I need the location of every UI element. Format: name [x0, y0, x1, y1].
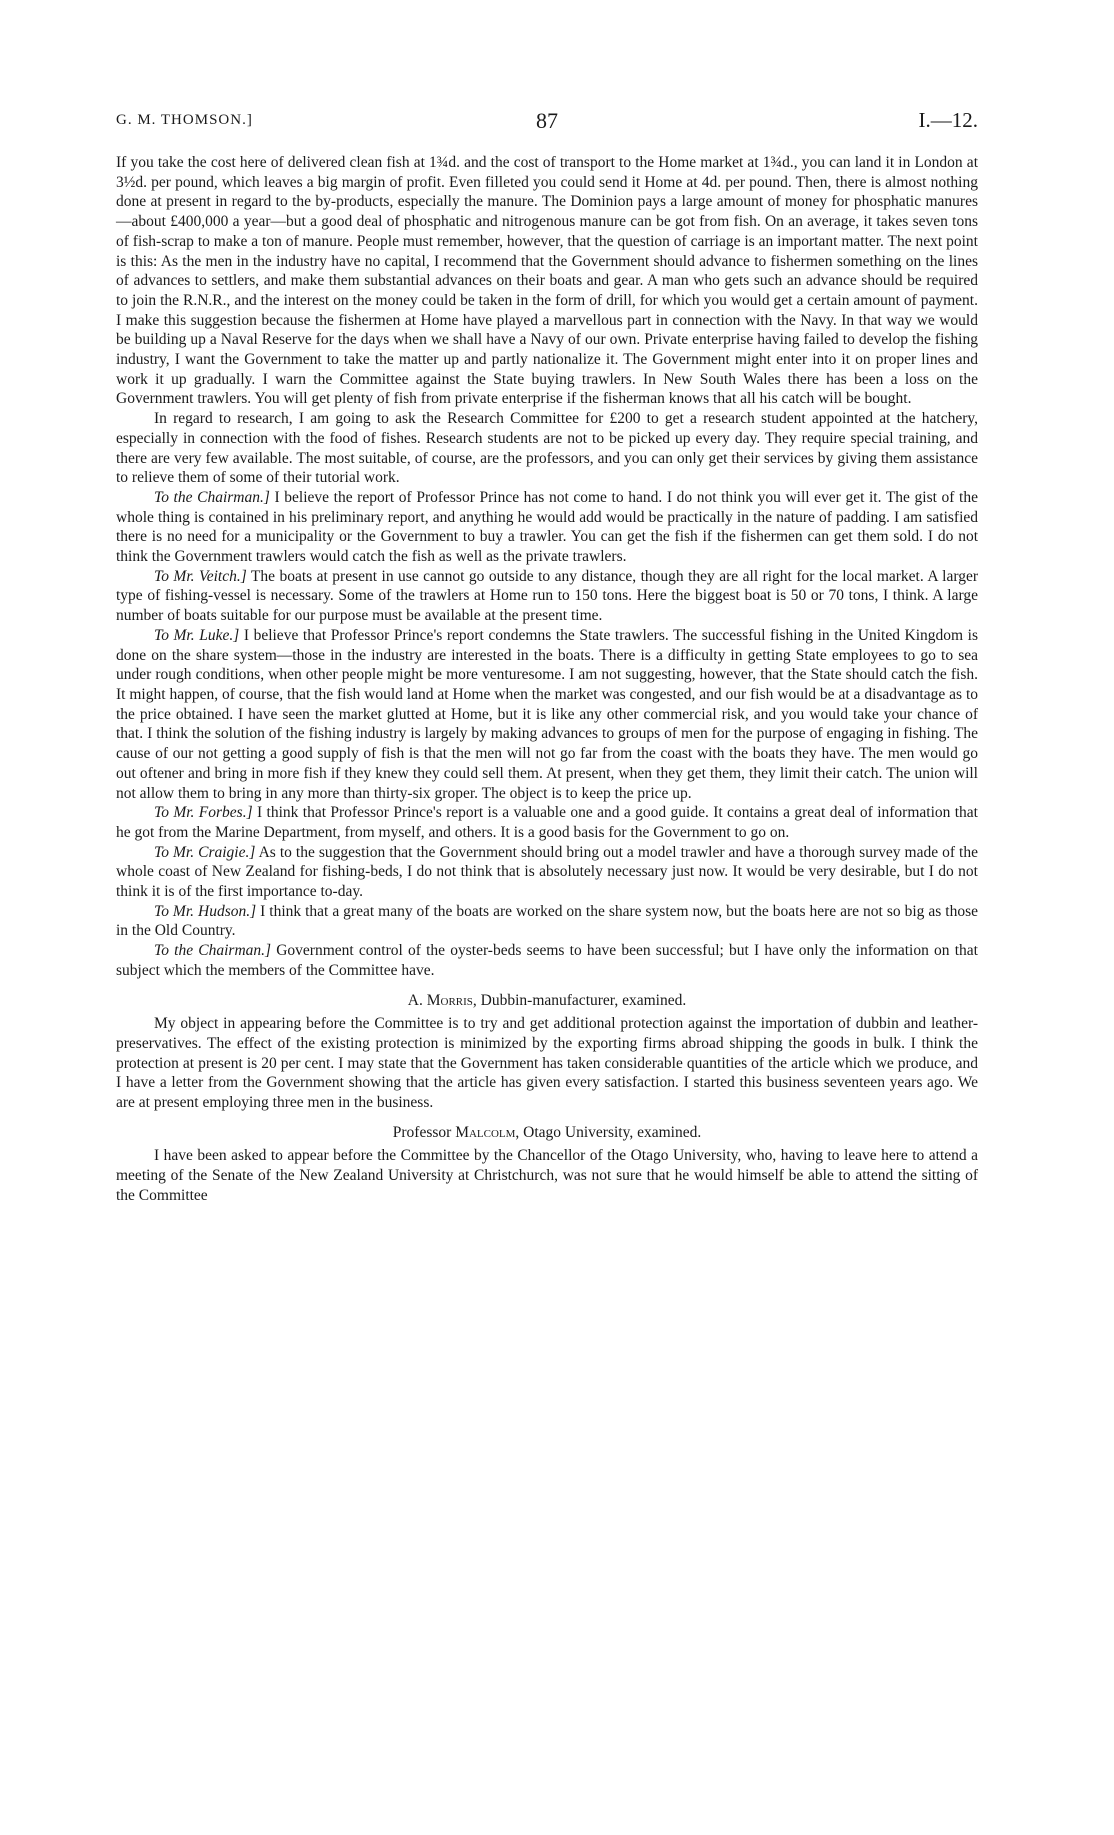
paragraph-text: Government control of the oyster-beds seems to have been successful; but I have only the information on that subject which the members of the Committee have.	[116, 942, 978, 979]
addressee-label: To Mr. Hudson.]	[154, 902, 257, 920]
paragraph	[116, 488, 978, 567]
paragraph-text: I think that Professor Prince's report is a valuable one and a good guide. It contains a great deal of information that he got from the Marine Department, from myself, and others. It is a good basis for the Government to go on.	[116, 804, 978, 841]
section-heading-malcolm	[116, 1123, 978, 1143]
paragraph-text: I think that a great many of the boats are worked on the share system now, but the boats here are not so big as those in the Old Country.	[116, 902, 978, 940]
paragraph-text: As to the suggestion that the Government should bring out a model trawler and have a thorough survey made of the whole coast of New Zealand for fishing-beds, I do not think that is absolutely necessary just now. It would be very desirable, but I do not think it is of the first importance to-day.	[116, 843, 978, 901]
addressee-label: To Mr. Luke.]	[154, 626, 240, 644]
paragraph: If you take the cost here of delivered clean fish at 1¾d. and the cost of transport to the Home market at 1¾d., you can land it in London at 3½d. per pound, which leaves a big margin of profit. Even filleted you could send it Home at 4d. per pound. Then, there is almost nothing done at present in regard to the by-products, especially the manure. The Dominion pays a large amount of money for phosphatic manures—about £400,000 a year—but a good deal of phosphatic and nitrogenous manure can be got from fish. On an average, it takes seven tons of fish-scrap to make a ton of manure. People must remember, however, that the question of carriage is an important matter. The next point is this: As the men in the industry have no capital, I recommend that the Government should advance to fishermen something on the lines of advances to settlers, and make them substantial advances on their boats and gear. A man who gets such an advance should be required to join the R.N.R., and the interest on the money could be taken in the form of drill, for which you would get a certain amount of payment. I make this suggestion because the fishermen at Home have played a marvellous part in connection with the Navy. In that way we would be building up a Naval Reserve for the days when we shall have a Navy of our own. Private enterprise having failed to develop the fishing industry, I want the Government to take the matter up and partly nationalize it. The Government might enter into it on proper lines and work it up gradually. I warn the Committee against the State buying trawlers. In New South Wales there has been a loss on the Government trawlers. You will get plenty of fish from private enterprise if the fisherman knows that all his catch will be bought.	[116, 154, 978, 408]
addressee-label: To the Chairman.]	[154, 488, 270, 506]
paragraph: My object in appearing before the Committee is to try and get additional protection against the importation of dubbin and leather-preservatives. The effect of the existing protection is minimized by the exporting firms abroad shipping the goods in bulk. I think the protection at present is 20 per cent. I may state that the Government has taken considerable quantities of the article which we produce, and I have a letter from the Government showing that the article has given every satisfaction. I started this business seventeen years ago. We are at present employing three men in the business.	[116, 1015, 978, 1112]
paragraph	[116, 803, 978, 842]
paragraph	[116, 843, 978, 902]
addressee-label: To Mr. Craigie.]	[154, 843, 256, 861]
paragraph	[116, 567, 978, 626]
witness-name: Morris	[426, 991, 473, 1009]
paragraph: I have been asked to appear before the Committee by the Chancellor of the Otago University, who, having to leave here to attend a meeting of the Senate of the New Zealand University at Christchurch, was not sure that he would himself be able to attend the sitting of the Committee	[116, 1147, 978, 1204]
document-reference: I.—12.	[918, 108, 978, 132]
addressee-label: To Mr. Forbes.]	[154, 804, 253, 822]
heading-rest: , Dubbin-manufacturer, examined.	[472, 991, 687, 1009]
paragraph: In regard to research, I am going to ask the Research Committee for £200 to get a research student appointed at the hatchery, especially in connection with the food of fishes. Research students are not to be picked up every day. They require special training, and there are very few available. The most suitable, of course, are the professors, and you can only get their services by giving them assistance to relieve them of some of their tutorial work.	[116, 410, 978, 487]
page-header	[116, 108, 978, 138]
paragraph-text: I believe that Professor Prince's report condemns the State trawlers. The successful fishing in the United Kingdom is done on the share system—those in the industry are interested in the boats. There is a difficulty in getting State employees to go to sea under rough conditions, when other people might be more venturesome. I am not suggesting, however, that the State should catch the fish. It might happen, of course, that the fish would land at Home when the market was congested, and our fish would be at a disadvantage as to the price obtained. I have seen the market glutted at Home, but it is like any other commercial risk, and you would take your chance of that. I think the solution of the fishing industry is largely by making advances to groups of men for the purpose of engaging in fishing. The cause of our not getting a good supply of fish is that the men will not go far from the coast with the boats they have. The men would go out oftener and bring in more fish if they knew they could sell them. At present, when they get them, they limit their catch. The union will not allow them to bring in any more than thirty-six groper. The object is to keep the price up.	[116, 626, 979, 802]
addressee-label: To the Chairman.]	[154, 942, 272, 960]
page-number: 87	[536, 108, 558, 133]
heading-title: Professor	[392, 1123, 456, 1141]
addressee-label: To Mr. Veitch.]	[154, 567, 247, 585]
paragraph	[116, 941, 978, 980]
document-body	[116, 153, 978, 1206]
paragraph-text: I believe the report of Professor Prince has not come to hand. I do not think you will ever get it. The gist of the whole thing is contained in his preliminary report, and anything he would add would be practically in the nature of padding. I am satisfied there is no need for a municipality or the Government to buy a trawler. You can get the fish if the fishermen can get them sold. I do not think the Government trawlers would catch the fish as well as the private trawlers.	[116, 488, 978, 566]
heading-rest: , Otago University, examined.	[515, 1123, 702, 1141]
paragraph-text: The boats at present in use cannot go outside to any distance, though they are all right for the local market. A larger type of fishing-vessel is necessary. Some of the trawlers at Home run to 150 tons. Here the biggest boat is 50 or 70 tons, I think. A large number of boats suitable for our purpose must be available at the present time.	[116, 567, 978, 625]
header-author: G. M. THOMSON.]	[116, 112, 253, 128]
paragraph	[116, 626, 978, 803]
witness-name: Malcolm	[455, 1123, 516, 1141]
heading-initial: A.	[407, 991, 427, 1009]
section-heading-morris	[116, 991, 978, 1011]
paragraph	[116, 902, 978, 941]
